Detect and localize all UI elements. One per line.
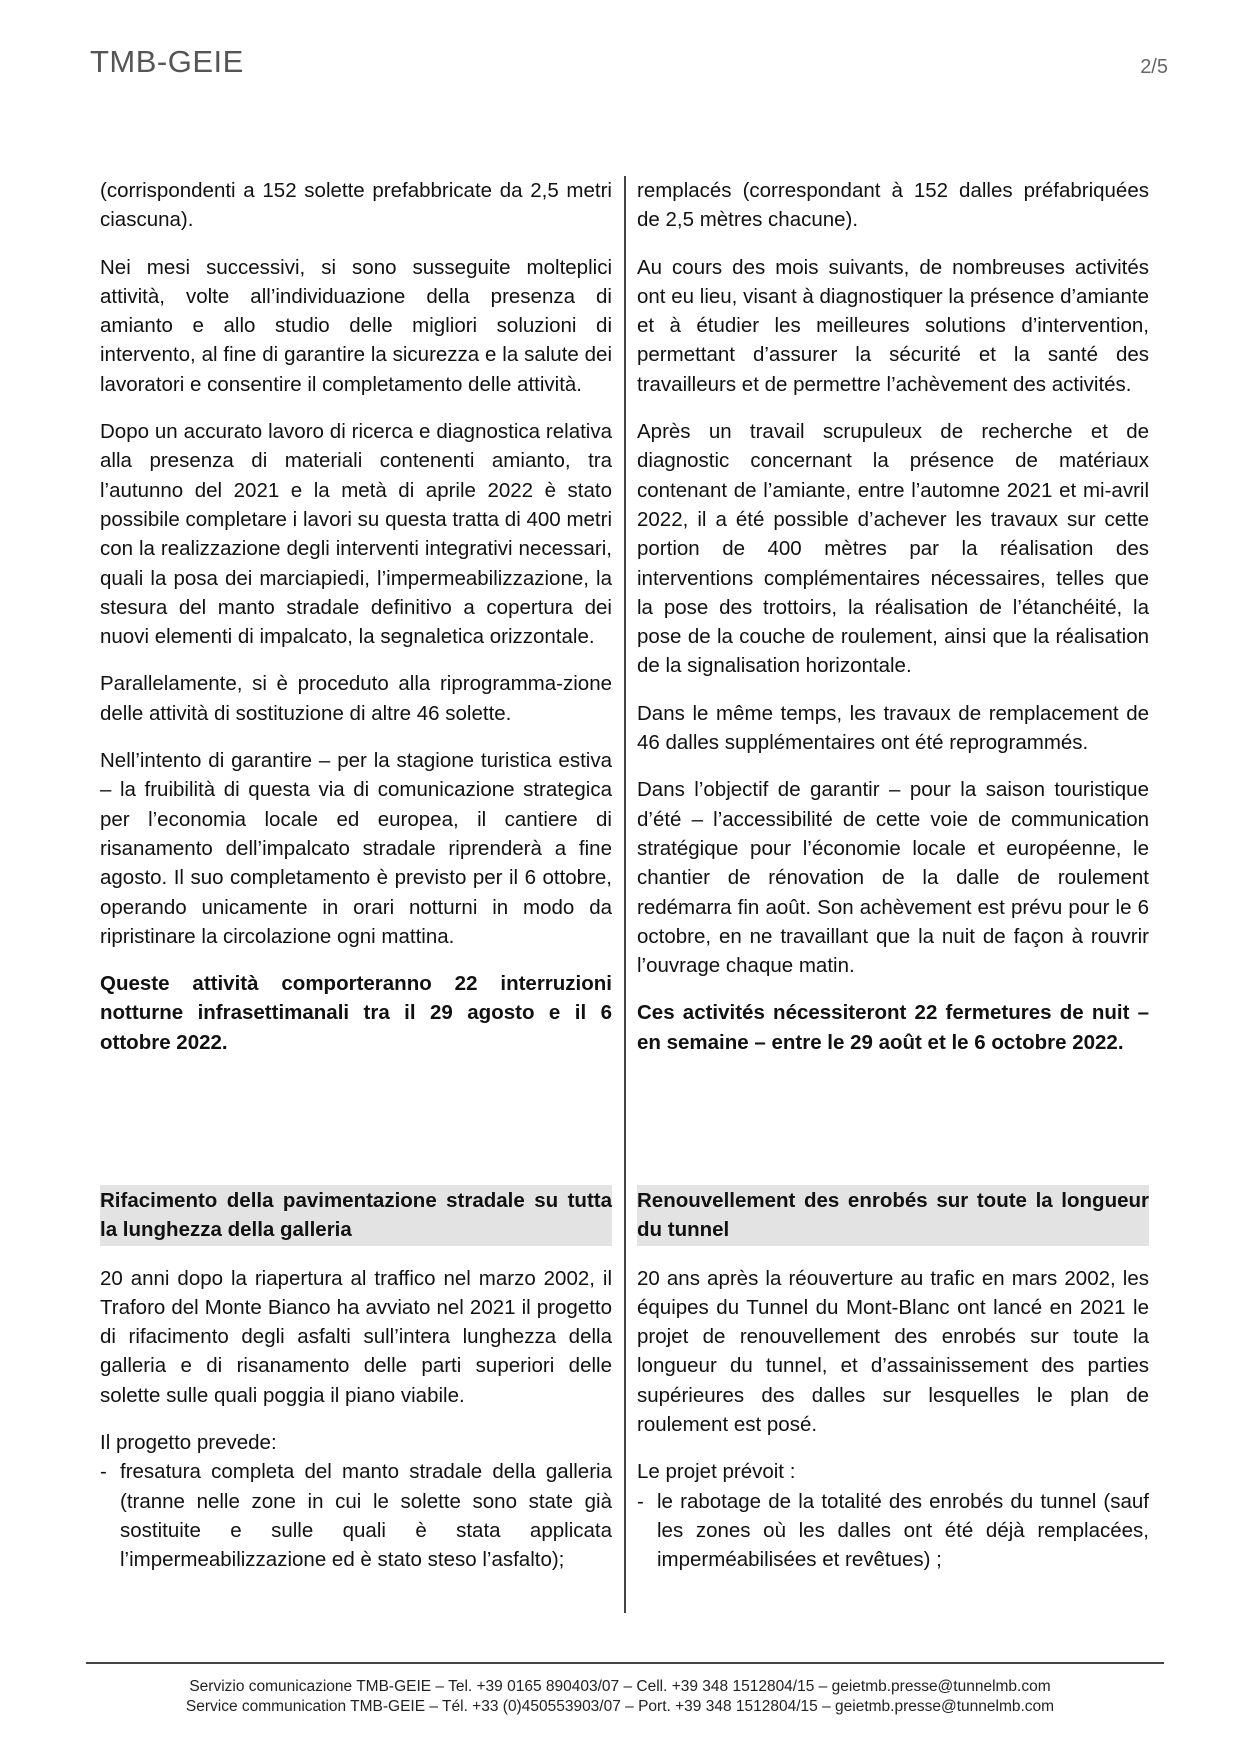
italian-section [100,1185,612,1575]
french-column [637,176,1149,1075]
it-bullet-list [100,1457,612,1574]
fr-bullet-list [637,1487,1149,1575]
header-title: TMB-GEIE [90,44,244,79]
it-paragraph-3: Dopo un accurato lavoro di ricerca e diagnostica relativa alla presenza di materiali contenenti amianto, tra l’autunno del 2021 e la metà di aprile 2022 è stato possibile completare i lavori su questa tratta di 400 metri con la realizzazione degli interventi integrativi necessari, quali la posa dei marciapiedi, l’impermeabilizzazione, la stesura del manto stradale definitivo a copertura dei nuovi elementi di impalcato, la segnaletica orizzontale. [100,420,612,649]
fr-bullet-text: le rabotage de la totalité des enrobés du tunnel (sauf les zones où les dalles ont été déjà remplacées, imperméabilisées et revêtues) ; [657,1489,1149,1572]
list-item [100,1457,612,1574]
fr-paragraph-5: Dans l’objectif de garantir – pour la saison touristique d’été – l’accessibilité de cette voie de communication stratégique pour l’économie locale et européenne, le chantier de rénovation de la dalle de roulement redémarra fin août. Son achèvement est prévu pour le 6 octobre, en ne travaillant que la nuit de façon à rouvrir l’ouvrage chaque matin. [637,778,1149,978]
it-section-bold: 20 anni dopo la riapertura al traffico nel marzo 2002, il Traforo del Monte Bianco ha avviato nel 2021 il progetto di rifacimento degli asfalti sull’intera lunghezza della galleria e di risanamento delle parti superiori delle solette sulle quali poggia il piano viabile. [100,1266,612,1407]
fr-section-heading: Renouvellement des enrobés sur toute la longueur du tunnel [637,1185,1149,1246]
page-number: 2/5 [1140,56,1168,78]
footer-divider [86,1662,1164,1664]
it-bullet-text: fresatura completa del manto stradale della galleria (tranne nelle zone in cui le solette sono state già sostituite e sulle quali è stata applicata l’impermeabilizzazione ed è stato steso l’asfalto); [120,1460,612,1572]
french-section [637,1185,1149,1575]
footer-contact-italian: Servizio comunicazione TMB-GEIE – Tel. +39 0165 890403/07 – Cell. +39 348 1512804/15 – geietmb.presse@tunnelmb.com [189,1678,1051,1695]
fr-bold-paragraph: Ces activités nécessiteront 22 fermetures de nuit – en semaine – entre le 29 août et le 6 octobre 2022. [637,1001,1149,1054]
dash-bullet: - [637,1489,644,1513]
footer-contact-french: Service communication TMB-GEIE – Tél. +33 (0)450553903/07 – Port. +39 348 1512804/15 – geietmb.presse@tunnelmb.com [185,1698,1055,1715]
list-item [637,1487,1149,1575]
it-paragraph-4: Parallelamente, si è proceduto alla riprogramma-zione delle attività di sostituzione di altre 46 solette. [100,672,612,725]
fr-paragraph-4: Dans le même temps, les travaux de remplacement de 46 dalles supplémentaires ont été reprogrammés. [637,701,1149,755]
it-paragraph-2: Nei mesi successivi, si sono susseguite molteplici attività, volte all’individuazione della presenza di amianto e allo studio delle migliori soluzioni di intervento, al fine di garantire la sicurezza e la salute dei lavoratori e consentire il completamento delle attività. [100,255,612,396]
column-divider [624,176,626,1613]
it-paragraph-5: Nell’intento di garantire – per la stagione turistica estiva – la fruibilità di questa via di comunicazione strategica per l’economia locale ed europea, il cantiere di risanamento dell’impalcato stradale riprenderà a fine agosto. Il suo completamento è previsto per il 6 ottobre, operando unicamente in orari notturni in modo da ripristinare la circolazione ogni mattina. [100,749,612,948]
dash-bullet: - [100,1460,107,1484]
it-intro: Il progetto prevede: [100,1431,277,1455]
fr-section-bold: 20 ans après la réouverture au trafic en mars 2002, les équipes du Tunnel du Mont-Blanc ont lancé en 2021 le projet de renouvellement des enrobés sur toute la longueur du tunnel, et d’assainissement des parties supérieures des dalles sur lesquelles le plan de roulement est posé. [637,1266,1149,1437]
fr-paragraph-1: remplacés (correspondant à 152 dalles préfabriquées de 2,5 mètres chacune). [637,179,1149,232]
italian-column [100,176,612,1075]
fr-intro: Le projet prévoit : [637,1460,796,1484]
it-section-heading: Rifacimento della pavimentazione stradale su tutta la lunghezza della galleria [100,1185,612,1246]
fr-paragraph-3: Après un travail scrupuleux de recherche et de diagnostic concernant la présence de matériaux contenant de l’amiante, entre l’automne 2021 et mi-avril 2022, il a été possible d’achever les travaux sur cette portion de 400 mètres par la réalisation des interventions complémentaires nécessaires, telles que la pose des trottoirs, la réalisation de l’étanchéité, la pose de la couche de roulement, ainsi que la réalisation de la signalisation horizontale. [637,420,1149,678]
fr-paragraph-2: Au cours des mois suivants, de nombreuses activités ont eu lieu, visant à diagnostiquer la présence d’amiante et à étudier les meilleures solutions d’intervention, permettant d’assurer la sécurité et la santé des travailleurs et de permettre l’achèvement des activités. [637,255,1149,396]
it-paragraph-1: (corrispondenti a 152 solette prefabbricate da 2,5 metri ciascuna). [100,179,612,232]
it-bold-paragraph: Queste attività comporteranno 22 interruzioni notturne infrasettimanali tra il 29 agosto e il 6 ottobre 2022. [100,972,612,1054]
